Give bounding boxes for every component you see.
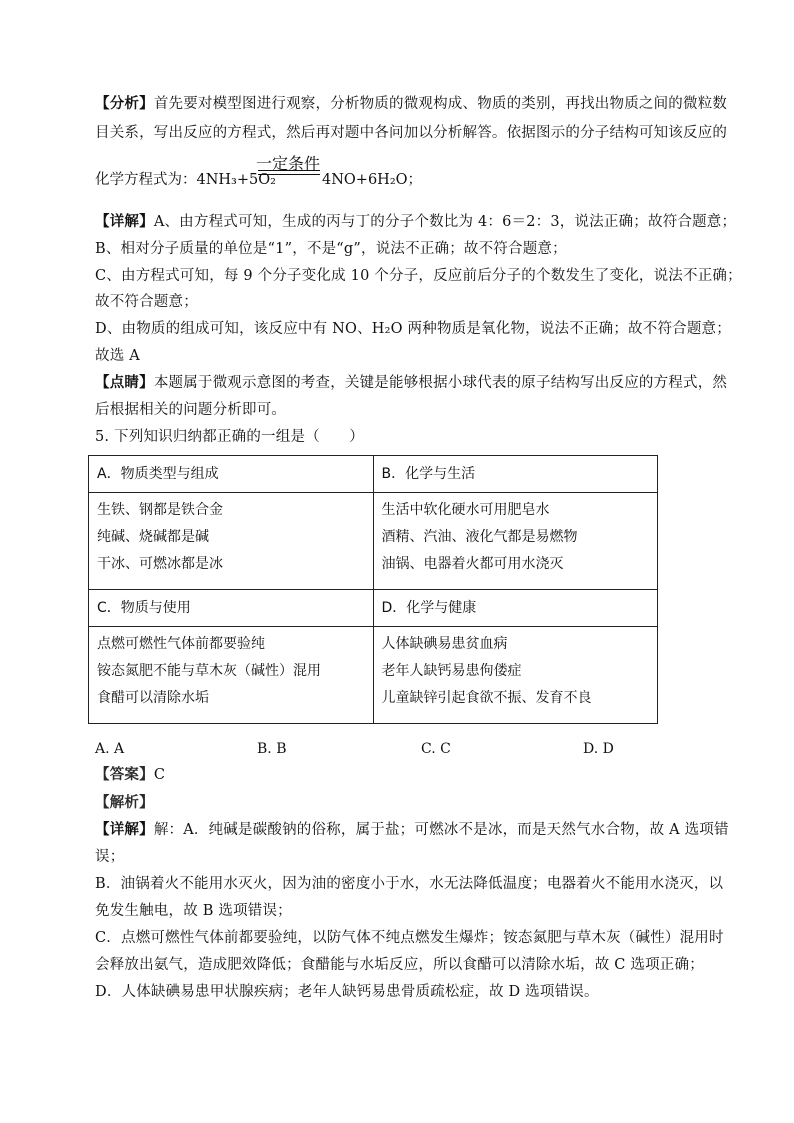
detail1-tag: 【详解】 <box>95 213 154 230</box>
answer-value: C <box>153 767 166 783</box>
equation-arrow <box>258 170 320 175</box>
detail1-line-4: 故不符合题意； <box>95 294 198 310</box>
analysis-line-1 <box>95 94 728 114</box>
cell-a-head: A．物质类型与组成 <box>89 456 374 493</box>
comment-text: 本题属于微观示意图的考查，关键是能够根据小球代表的原子结构写出反应的方程式，然 <box>153 375 728 391</box>
cell-c-item: 铵态氮肥不能与草木灰（碱性）混用 <box>97 663 321 679</box>
option-d: D. D <box>583 741 614 757</box>
equation-suffix: 4NO+6H₂O； <box>322 172 423 188</box>
detail2-line-1 <box>95 820 729 840</box>
cell-c-head: C．物质与使用 <box>89 590 374 627</box>
detail1-line-2: B、相对分子质量的单位是“1”，不是“g”，说法不正确；故不符合题意； <box>95 241 567 257</box>
equation-condition: 一定条件 <box>256 154 321 173</box>
cell-d-item: 人体缺碘易患贫血病 <box>381 636 508 652</box>
answer-line <box>95 765 705 785</box>
detail2-line-5: C．点燃可燃性气体前都要验纯，以防气体不纯点燃发生爆炸；铵态氮肥与草木灰（碱性）混用时 <box>95 930 724 946</box>
equation-prefix: 化学方程式为：4NH₃+5O₂ <box>95 172 276 188</box>
cell-a-item: 生铁、钢都是铁合金 <box>97 502 223 518</box>
answer-tag: 【答案】 <box>95 766 154 783</box>
detail2-text: 解：A．纯碱是碳酸钠的俗称，属于盐；可燃冰不是冰，而是天然气水合物，故 A 选项错 <box>153 822 729 838</box>
cell-d-head: D．化学与健康 <box>373 590 658 627</box>
detail2-line-6: 会释放出氨气，造成肥效降低；食醋能与水垢反应，所以食醋可以清除水垢，故 C 选项正确； <box>95 957 704 973</box>
cell-d-body <box>373 627 658 724</box>
analysis-text: 首先要对模型图进行观察，分析物质的微观构成、物质的类别，再找出物质之间的微粒数 <box>153 96 728 112</box>
detail2-line-3: B．油锅着火不能用水灭火，因为油的密度小于水，水无法降低温度；电器着火不能用水浇灭，以 <box>95 876 724 892</box>
option-c: C. C <box>421 741 451 757</box>
detail2-line-7: D．人体缺碘易患甲状腺疾病；老年人缺钙易患骨质疏松症，故 D 选项错误。 <box>95 984 599 1000</box>
cell-d-item: 儿童缺锌引起食欲不振、发育不良 <box>381 690 592 706</box>
detail2-line-4: 免发生触电，故 B 选项错误； <box>95 903 292 919</box>
detail1-line-3: C、由方程式可知，每 9 个分子变化成 10 个分子，反应前后分子的个数发生了变化，说法不正确； <box>95 268 742 284</box>
comment-line-2: 后根据相关的问题分析即可。 <box>95 402 287 418</box>
cell-d-item: 老年人缺钙易患佝偻症 <box>381 663 522 679</box>
jiexi-tag: 【解析】 <box>95 794 154 811</box>
cell-c-item: 食醋可以清除水垢 <box>97 690 209 706</box>
cell-c-item: 点燃可燃性气体前都要验纯 <box>97 636 265 652</box>
detail1-text: A、由方程式可知，生成的丙与丁的分子个数比为 4：6＝2：3，说法正确；故符合题意； <box>153 214 737 230</box>
detail2-line-2: 误； <box>95 849 125 865</box>
question-table <box>88 455 658 724</box>
question-stem: 5. 下列知识归纳都正确的一组是（ ） <box>95 429 364 445</box>
cell-b-body <box>373 493 658 590</box>
cell-b-item: 生活中软化硬水可用肥皂水 <box>381 502 550 518</box>
cell-a-item: 干冰、可燃冰都是冰 <box>97 556 223 572</box>
detail1-line-5: D、由物质的组成可知，该反应中有 NO、H₂O 两种物质是氧化物，说法不正确；故不符合题意； <box>95 321 731 337</box>
option-b: B. B <box>257 741 287 757</box>
comment-tag: 【点睛】 <box>95 374 154 391</box>
cell-a-item: 纯碱、烧碱都是碱 <box>97 529 209 545</box>
cell-b-head: B．化学与生活 <box>373 456 658 493</box>
detail2-tag: 【详解】 <box>95 821 154 838</box>
cell-a-body <box>89 493 374 590</box>
analysis-tag: 【分析】 <box>95 95 154 112</box>
cell-b-item: 酒精、汽油、液化气都是易燃物 <box>381 529 578 545</box>
comment-line-1 <box>95 373 728 393</box>
detail1-line-1 <box>95 212 737 232</box>
detail1-line-6: 故选 A <box>95 348 140 364</box>
cell-b-item: 油锅、电器着火都可用水浇灭 <box>381 556 564 572</box>
option-a: A. A <box>95 741 125 757</box>
analysis-line-2: 目关系，写出反应的方程式，然后再对题中各问加以分析解答。依据图示的分子结构可知该反应的 <box>95 125 728 141</box>
cell-c-body <box>89 627 374 724</box>
